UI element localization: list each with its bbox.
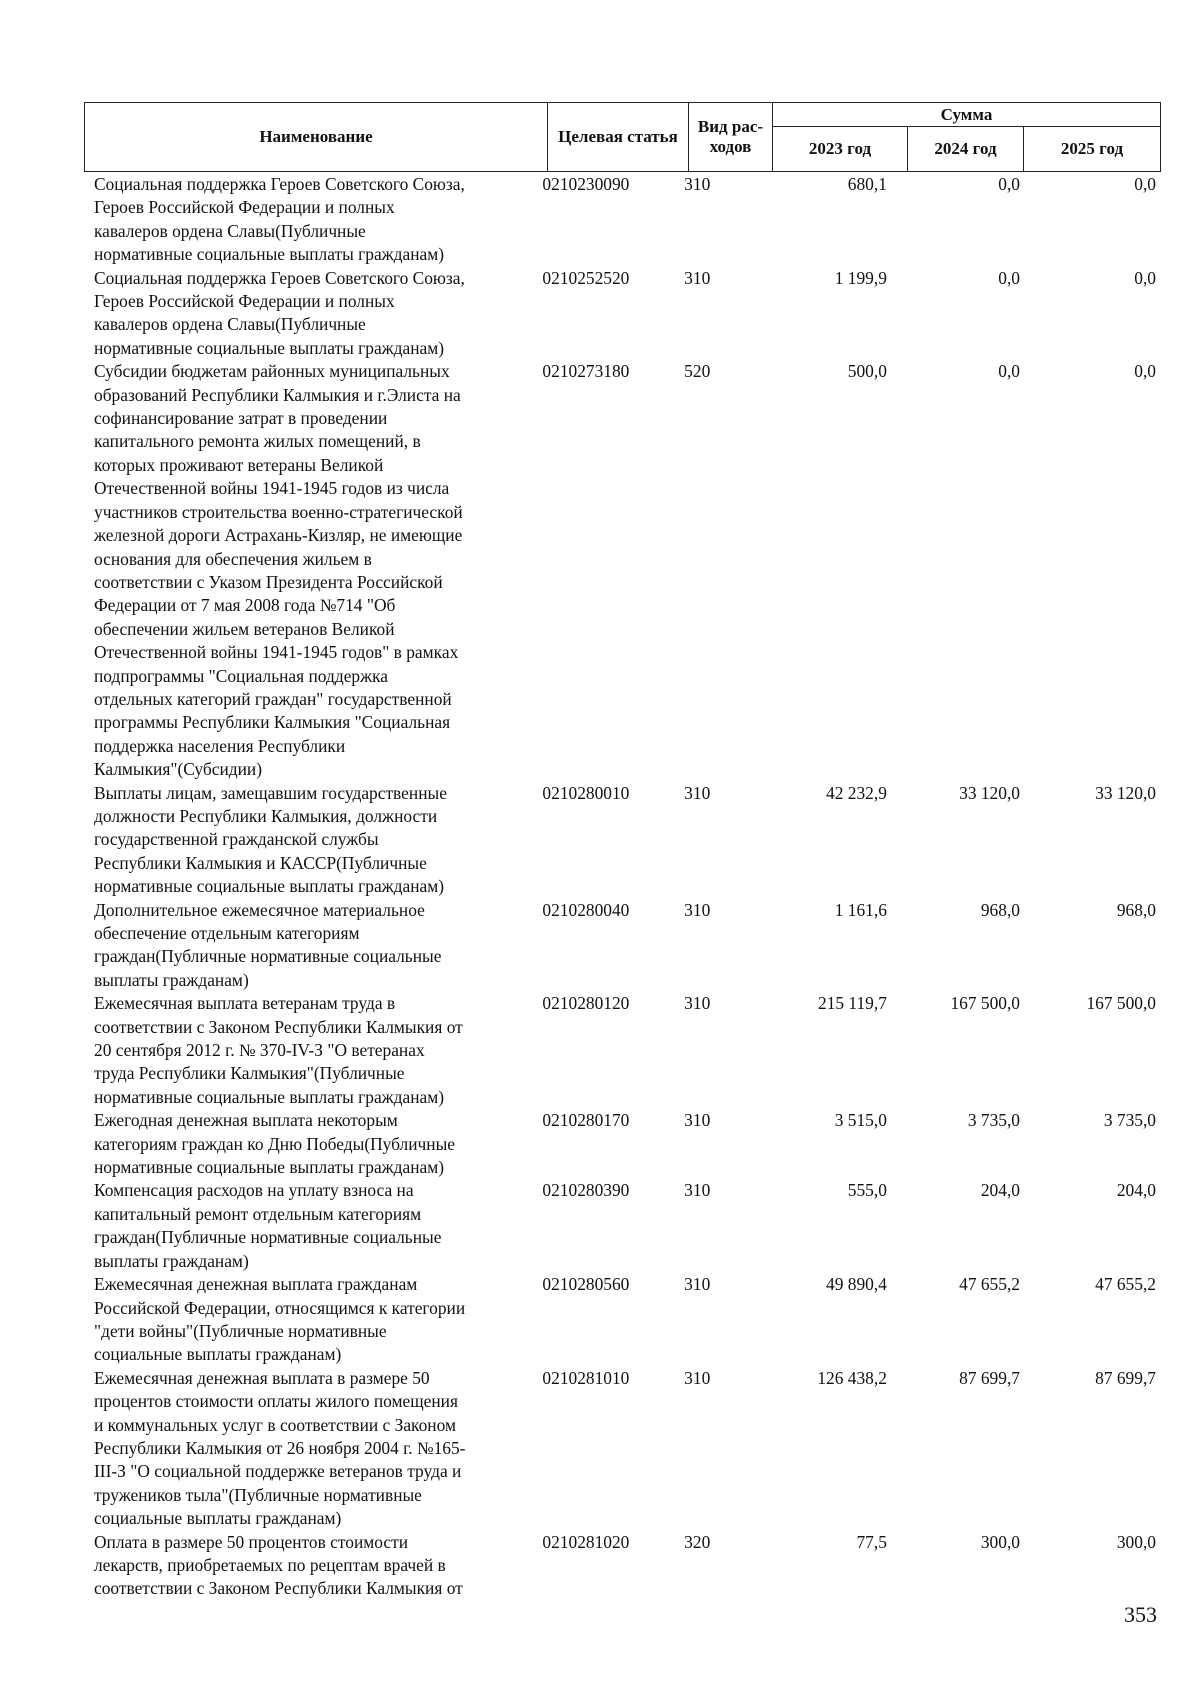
row-2025: 968,0 [1116,899,1156,920]
row-2023: 555,0 [847,1180,887,1201]
row-name: Ежегодная денежная выплата некоторым категориям граждан ко Дню Победы(Публичные нормативные социальные выплаты гражданам) [94,1110,455,1178]
row-name: Дополнительное ежемесячное материальное обеспечение отдельным категориям граждан(Публичные нормативные социальные выплаты гражданам) [94,899,442,990]
row-2023: 1 161,6 [834,899,887,920]
row-2025: 167 500,0 [1086,993,1156,1014]
row-2024: 0,0 [998,174,1020,194]
row-2025: 300,0 [1116,1531,1156,1552]
row-vid: 310 [684,1180,711,1201]
row-code: 0210281020 [542,1531,630,1552]
row-code: 0210280170 [542,1110,630,1131]
row-code: 0210280040 [542,899,630,920]
row-vid: 310 [684,1110,711,1131]
table-row [84,1109,1160,1179]
table-row [84,1367,1160,1531]
header-name: Наименование [85,103,548,172]
row-code: 0210280390 [542,1180,630,1201]
row-name: Ежемесячная выплата ветеранам труда в соответствии с Законом Республики Калмыкия от 20 сентября 2012 г. № 370-IV-З "О ветеранах труда Республики Калмыкия"(Публичные нормативные социальные выплаты гражданам) [94,993,463,1107]
row-2024: 0,0 [998,267,1020,288]
row-code: 0210230090 [542,174,630,194]
row-vid: 310 [684,174,711,194]
header-year-2025: 2025 год [1024,127,1161,172]
row-2025: 33 120,0 [1095,782,1156,803]
row-2025: 87 699,7 [1095,1367,1156,1388]
table-row [84,173,1160,267]
row-name: Социальная поддержка Героев Советского Союза, Героев Российской Федерации и полных кавалеров ордена Славы(Публичные нормативные социальные выплаты гражданам) [94,267,465,358]
row-name: Оплата в размере 50 процентов стоимости лекарств, приобретаемых по рецептам врачей в соответствии с Законом Республики Калмыкия от [94,1531,463,1599]
row-2025: 0,0 [1134,361,1156,382]
header-target: Целевая статья [548,103,689,172]
header-vid: Вид рас-ходов [689,103,773,172]
row-code: 0210281010 [542,1367,630,1388]
row-2025: 204,0 [1116,1180,1156,1201]
row-name: Компенсация расходов на уплату взноса на капитальный ремонт отдельным категориям граждан(Публичные нормативные социальные выплаты гражданам) [94,1180,442,1271]
header-year-2023: 2023 год [773,127,908,172]
row-2024: 167 500,0 [950,993,1020,1014]
table-row [84,1179,1160,1273]
row-vid: 310 [684,993,711,1014]
row-name: Субсидии бюджетам районных муниципальных образований Республики Калмыкия и г.Элиста на софинансирование затрат в проведении капитального ремонта жилых помещений, в которых проживают ветераны Великой Отечественной войны 1941-1945 годов из числа участников строительства военно-стратегической железной дороги Астрахань-Кизляр, не имеющие основания для обеспечения жильем в соответствии с Указом Президента Российской Федерации от 7 мая 2008 года №714 "Об обеспечении жильем ветеранов Великой Отечественной войны 1941-1945 годов" в рамках подпрограммы "Социальная поддержка отдельных категорий граждан" государственной программы Республики Калмыкия "Социальная поддержка населения Республики Калмыкия"(Субсидии) [94,361,463,780]
row-2023: 500,0 [847,361,887,382]
row-2024: 968,0 [980,899,1020,920]
row-vid: 310 [684,782,711,803]
row-2023: 680,1 [847,174,887,194]
row-2023: 126 438,2 [817,1367,887,1388]
row-vid: 310 [684,267,711,288]
row-2025: 0,0 [1134,174,1156,194]
row-vid: 310 [684,1274,711,1295]
row-2025: 3 735,0 [1103,1110,1156,1131]
page-number: 353 [1124,1602,1157,1627]
row-vid: 310 [684,1367,711,1388]
row-vid: 520 [684,361,711,382]
row-2023: 1 199,9 [834,267,887,288]
row-2025: 0,0 [1134,267,1156,288]
table-row [84,1531,1160,1601]
row-name: Ежемесячная денежная выплата гражданам Российской Федерации, относящимся к категории "дети войны"(Публичные нормативные социальные выплаты гражданам) [94,1274,466,1365]
row-code: 0210273180 [542,361,630,382]
row-2023: 77,5 [856,1531,887,1552]
row-2024: 3 735,0 [967,1110,1020,1131]
table-body [84,173,1160,1601]
row-2024: 47 655,2 [959,1274,1020,1295]
table-row [84,899,1160,993]
row-code: 0210280120 [542,993,630,1014]
row-2025: 47 655,2 [1095,1274,1156,1295]
row-2023: 42 232,9 [826,782,887,803]
table-row [84,1273,1160,1367]
row-2023: 49 890,4 [826,1274,887,1295]
row-code: 0210280560 [542,1274,630,1295]
row-2024: 33 120,0 [959,782,1020,803]
table-row [84,992,1160,1109]
row-2024: 204,0 [980,1180,1020,1201]
row-2023: 3 515,0 [834,1110,887,1131]
table-header [84,102,1161,172]
row-vid: 310 [684,899,711,920]
row-2024: 0,0 [998,361,1020,382]
row-name: Выплаты лицам, замещавшим государственные должности Республики Калмыкия, должности государственной гражданской службы Республики Калмыкия и КАССР(Публичные нормативные социальные выплаты гражданам) [94,782,447,897]
table-row [84,782,1160,899]
row-2024: 300,0 [980,1531,1020,1552]
row-2023: 215 119,7 [818,993,887,1014]
row-name: Ежемесячная денежная выплата в размере 50 процентов стоимости оплаты жилого помещения и коммунальных услуг в соответствии с Законом Республики Калмыкия от 26 ноября 2004 г. №165- III-З "О социальной поддержке ветеранов труда и тружеников тыла"(Публичные нормативные социальные выплаты гражданам) [94,1367,466,1529]
row-name: Социальная поддержка Героев Советского Союза, Героев Российской Федерации и полных кавалеров ордена Славы(Публичные нормативные социальные выплаты гражданам) [94,174,465,265]
row-code: 0210280010 [542,782,630,803]
row-vid: 320 [684,1531,711,1552]
table-row [84,267,1160,361]
header-year-2024: 2024 год [908,127,1024,172]
row-2024: 87 699,7 [959,1367,1020,1388]
row-code: 0210252520 [542,267,630,288]
table-row [84,360,1160,781]
header-sum: Сумма [773,103,1161,127]
